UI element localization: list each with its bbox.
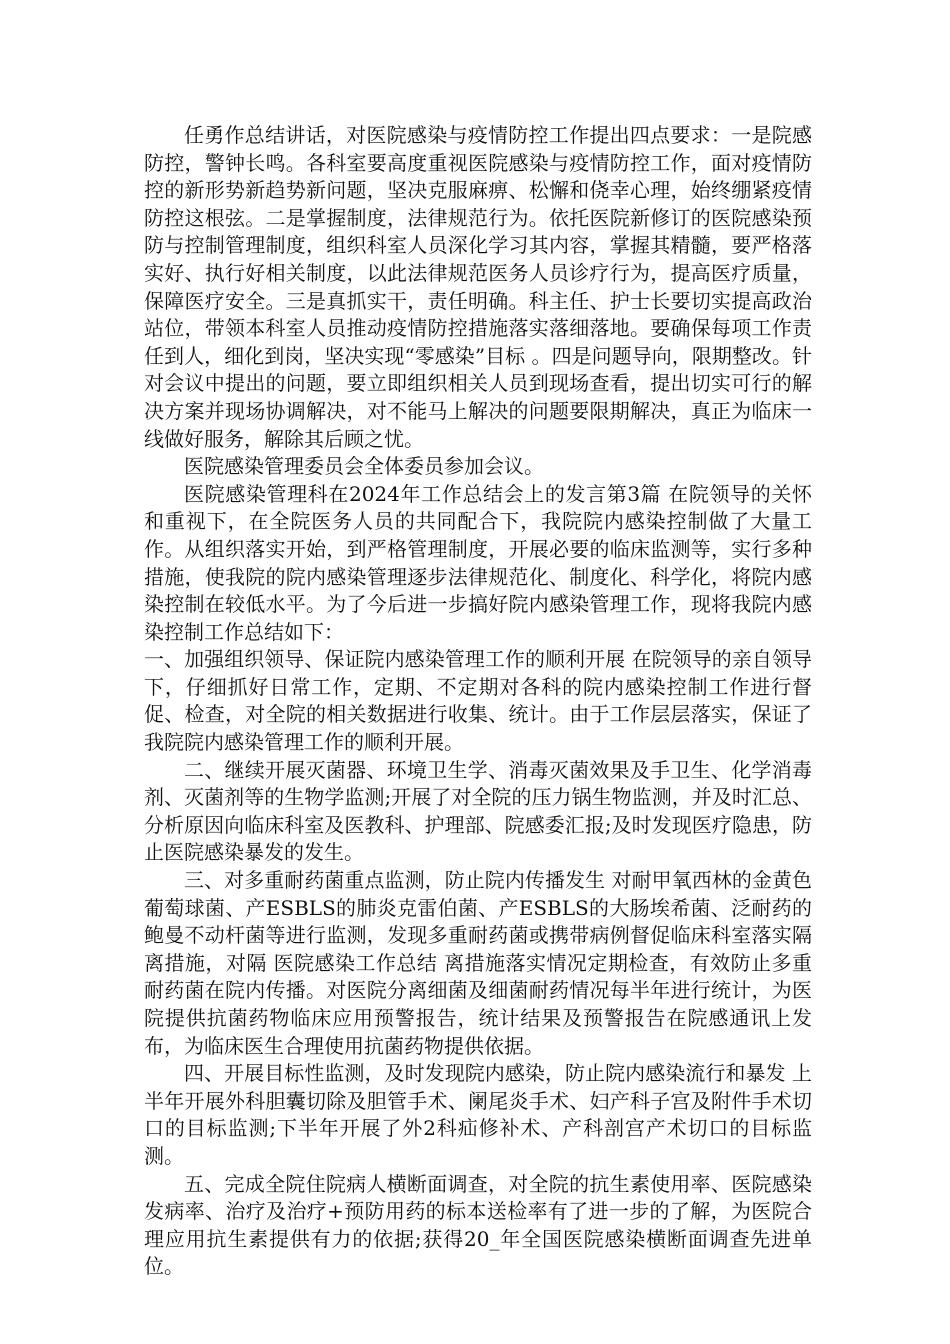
paragraph-section-4: 四、开展目标性监测，及时发现院内感染，防止院内感染流行和暴发 上半年开展外科胆囊切除及胆管手术、阑尾炎手术、妇产科子宫及附件手术切口的目标监测;下半年开展了外2科疝修补术、产科剖宫产术切口的目标监测。 [144,1061,812,1168]
paragraph-speech-intro: 医院感染管理科在2024年工作总结会上的发言第3篇 在院领导的关怀和重视下，在全院医务人员的共同配合下，我院院内感染控制做了大量工作。从组织落实开始，到严格管理制度，开展必要的临床监测等，实行多种措施，使我院的院内感染管理逐步法律规范化、制度化、科学化，将院内感染控制在较低水平。为了今后进一步搞好院内感染管理工作，现将我院内感染控制工作总结如下： [144,481,812,644]
paragraph-section-2: 二、继续开展灭菌器、环境卫生学、消毒灭菌效果及手卫生、化学消毒剂、灭菌剂等的生物学监测;开展了对全院的压力锅生物监测，并及时汇总、分析原因向临床科室及医教科、护理部、院感委汇报;及时发现医疗隐患，防止医院感染暴发的发生。 [144,757,812,865]
paragraph-closing-speech: 任勇作总结讲话，对医院感染与疫情防控工作提出四点要求：一是院感防控，警钟长鸣。各科室要高度重视医院感染与疫情防控工作，面对疫情防控的新形势新趋势新问题，坚决克服麻痹、松懈和侥幸心理，始终绷紧疫情防控这根弦。二是掌握制度，法律规范行为。依托医院新修订的医院感染预防与控制管理制度，组织科室人员深化学习其内容，掌握其精髓，要严格落实好、执行好相关制度，以此法律规范医务人员诊疗行为，提高医疗质量，保障医疗安全。三是真抓实干，责任明确。科主任、护士长要切实提高政治站位，带领本科室人员推动疫情防控措施落实落细落地。要确保每项工作责任到人，细化到岗，坚决实现“零感染”目标 。四是问题导向，限期整改。针对会议中提出的问题，要立即组织相关人员到现场查看，提出切实可行的解决方案并现场协调解决，对不能马上解决的问题要限期解决，真正为临床一线做好服务，解除其后顾之忧。 [144,123,812,451]
document-body [144,122,812,1281]
paragraph-attendance: 医院感染管理委员会全体委员参加会议。 [184,454,544,479]
paragraph-section-1: 一、加强组织领导、保证院内感染管理工作的顺利开展 在院领导的亲自领导下，仔细抓好日常工作，定期、不定期对各科的院内感染控制工作进行督促、检查，对全院的相关数据进行收集、统计。由于工作层层落实，保证了我院院内感染管理工作的顺利开展。 [144,647,812,755]
paragraph-section-3: 三、对多重耐药菌重点监测，防止院内传播发生 对耐甲氧西林的金黄色葡萄球菌、产ESBLS的肺炎克雷伯菌、产ESBLS的大肠埃希菌、泛耐药的鲍曼不动杆菌等进行监测，发现多重耐药菌或携带病例督促临床科室落实隔离措施，对隔 医院感染工作总结 离措施落实情况定期检查，有效防止多重耐药菌在院内传播。对医院分离细菌及细菌耐药情况每半年进行统计，为医院提供抗菌药物临床应用预警报告，统计结果及预警报告在院感通讯上发布，为临床医生合理使用抗菌药物提供依据。 [144,868,812,1058]
paragraph-section-5: 五、完成全院住院病人横断面调查，对全院的抗生素使用率、医院感染发病率、治疗及治疗+预防用药的标本送检率有了进一步的了解，为医院合理应用抗生素提供有力的依据;获得20_年全国医院感染横断面调查先进单位。 [144,1171,812,1279]
